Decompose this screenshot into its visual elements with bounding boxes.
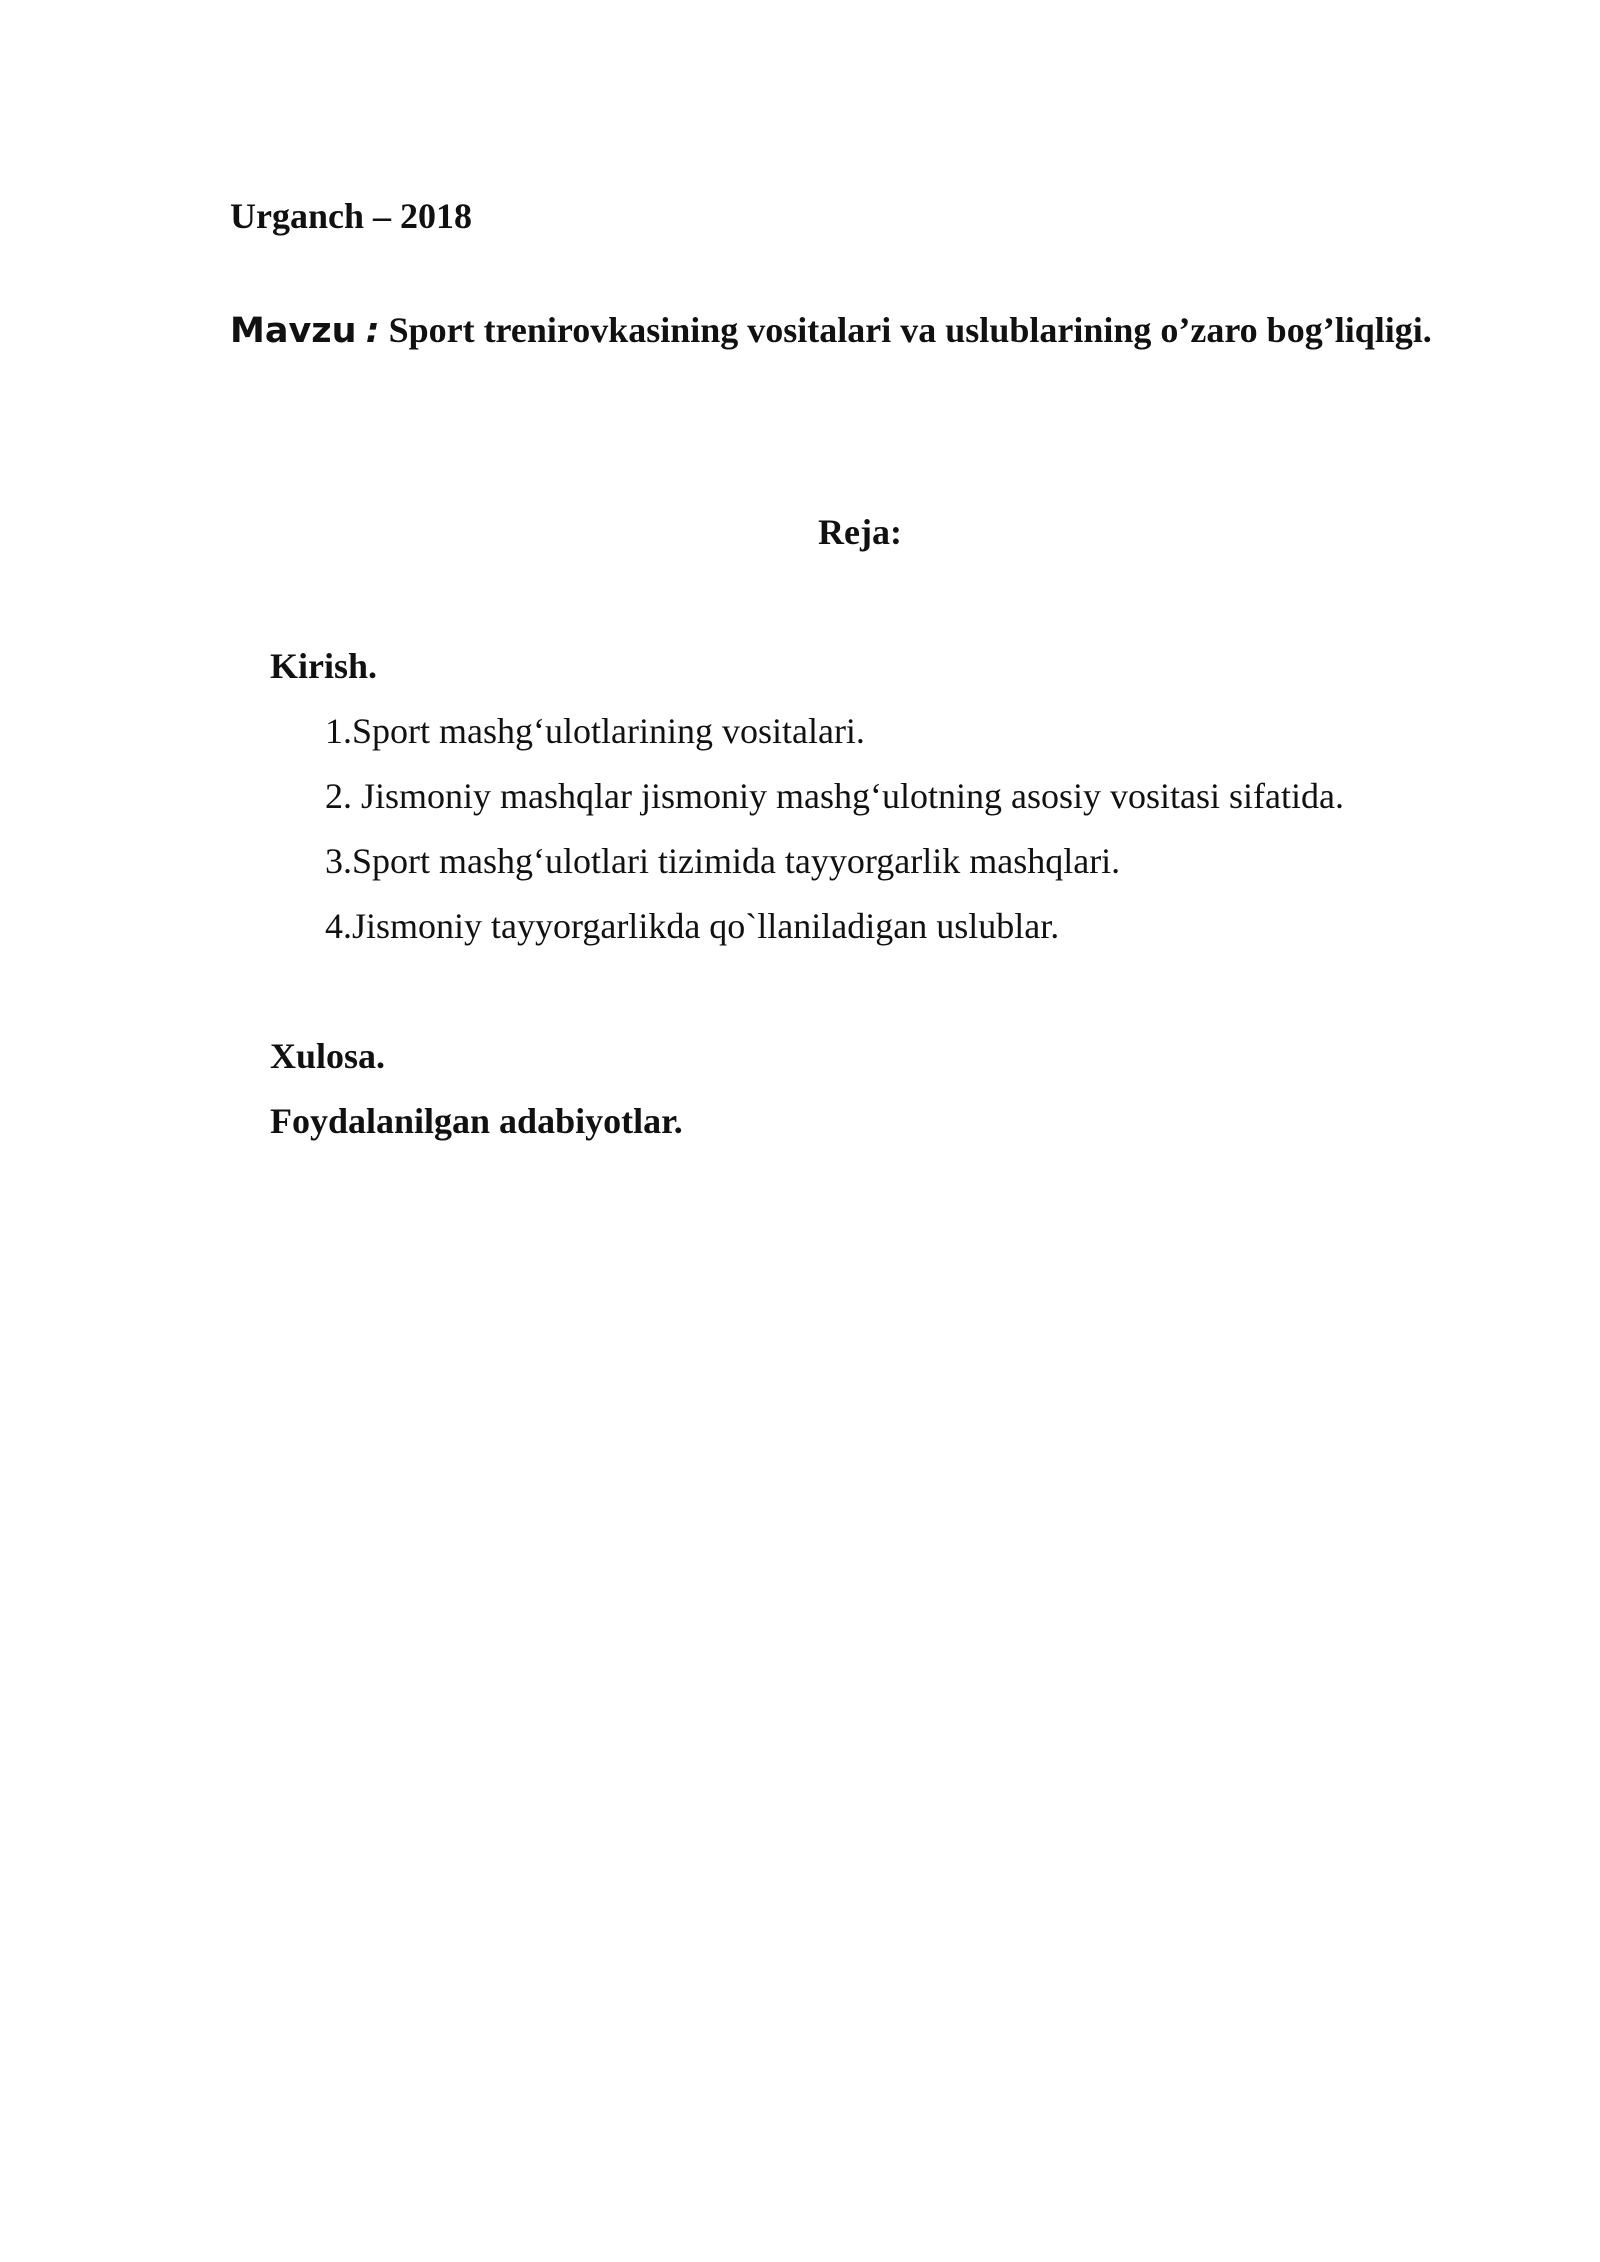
plan-conclusion: Xulosa. <box>270 1036 386 1076</box>
plan-intro: Kirish. <box>270 646 378 686</box>
topic-line <box>230 312 1432 349</box>
plan-references: Foydalanilgan adabiyotlar. <box>270 1101 683 1141</box>
plan-item: 4.Jismoniy tayyorgarlikda qo`llaniladigan uslublar. <box>325 906 1060 946</box>
city-year: Urganch – 2018 <box>230 196 472 236</box>
plan-item: 3.Sport mashg‘ulotlari tizimida tayyorgarlik mashqlari. <box>325 841 1121 881</box>
topic-colon: : <box>365 311 380 351</box>
topic-label: Mavzu <box>230 311 357 351</box>
plan-item: 1.Sport mashg‘ulotlarining vositalari. <box>325 711 865 751</box>
plan-heading: Reja: <box>818 512 902 552</box>
topic-title: Sport trenirovkasining vositalari va uslublarining o’zaro bog’liqligi. <box>388 310 1432 350</box>
plan-item: 2. Jismoniy mashqlar jismoniy mashg‘ulotning asosiy vositasi sifatida. <box>325 776 1344 816</box>
